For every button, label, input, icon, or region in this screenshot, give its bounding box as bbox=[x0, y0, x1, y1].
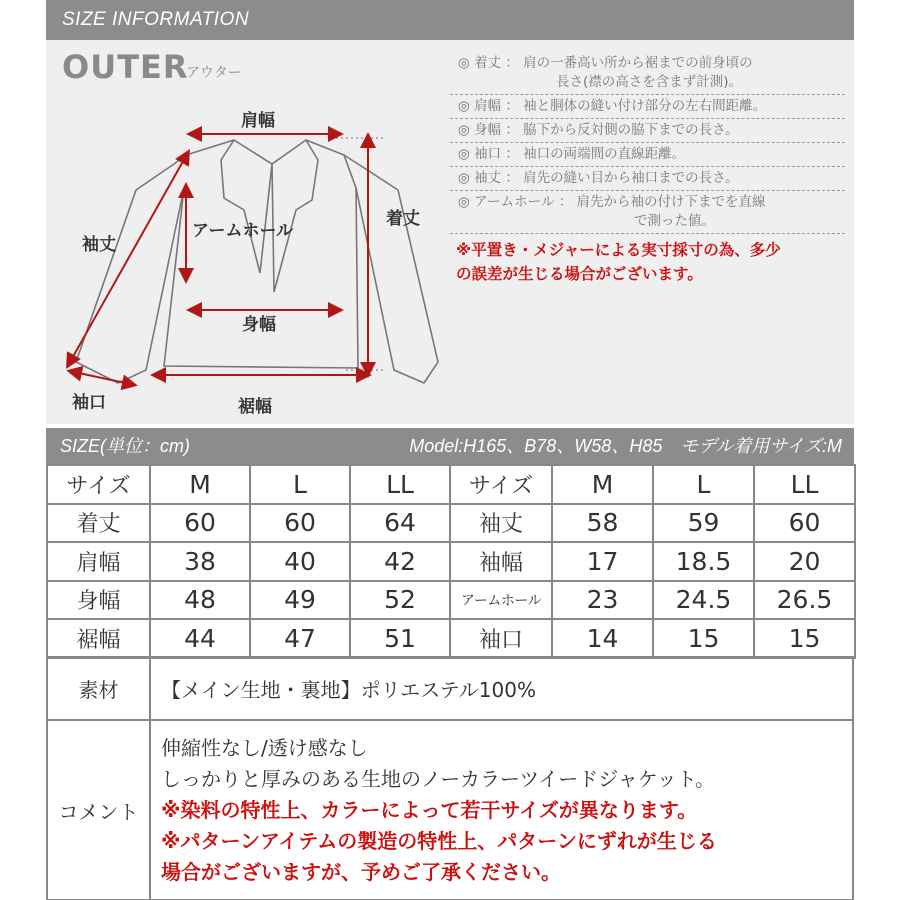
table-cell: M bbox=[150, 465, 250, 504]
table-cell: 60 bbox=[150, 504, 250, 543]
note-item: ◎ 肩幅 ： 袖と胴体の縫い付け部分の左右間距離。 bbox=[450, 95, 845, 119]
table-cell: 身幅 bbox=[47, 581, 150, 620]
outer-subtitle: アウター bbox=[186, 65, 242, 81]
table-cell: 48 bbox=[150, 581, 250, 620]
table-cell: 14 bbox=[552, 619, 653, 658]
table-cell: 47 bbox=[250, 619, 350, 658]
table-cell: L bbox=[653, 465, 754, 504]
table-cell: 15 bbox=[653, 619, 754, 658]
table-cell: 52 bbox=[350, 581, 450, 620]
table-cell: L bbox=[250, 465, 350, 504]
table-cell: 51 bbox=[350, 619, 450, 658]
table-header-row bbox=[47, 465, 855, 504]
table-cell: LL bbox=[754, 465, 855, 504]
table-cell: 64 bbox=[350, 504, 450, 543]
size-information-header bbox=[46, 0, 854, 40]
measurement-warning: ※平置き・メジャーによる実寸採寸の為、多少 の誤差が生じる場合がございます。 bbox=[456, 241, 781, 283]
comment-label: コメント bbox=[47, 720, 150, 900]
note-item: ◎ 着丈 ： 肩の一番高い所から裾までの前身頃の 長さ(襟の高さを含まず計測)。 bbox=[450, 52, 845, 95]
table-cell: 肩幅 bbox=[47, 542, 150, 581]
label-shoulder: 肩幅 bbox=[241, 111, 275, 131]
label-chest: 身幅 bbox=[242, 315, 276, 335]
size-unit-bar bbox=[46, 428, 854, 464]
note-item: ◎ アームホール ： 肩先から袖の付け下までを直線 で測った値。 bbox=[450, 191, 845, 234]
label-armhole: アームホール bbox=[192, 221, 294, 241]
comment-line: 場合がございますが、予めご了承ください。 bbox=[161, 859, 561, 884]
measurement-notes bbox=[450, 52, 845, 286]
material-row bbox=[47, 657, 853, 720]
table-cell: 59 bbox=[653, 504, 754, 543]
note-item: ◎ 袖丈 ： 肩先の縫い目から袖口までの長さ。 bbox=[450, 167, 845, 191]
table-cell: 裾幅 bbox=[47, 619, 150, 658]
table-cell: サイズ bbox=[47, 465, 150, 504]
table-row bbox=[47, 504, 855, 543]
comment-line: しっかりと厚みのある生地のノーカラーツイードジャケット。 bbox=[161, 766, 715, 791]
table-row bbox=[47, 619, 855, 658]
comment-row bbox=[47, 720, 853, 900]
jacket-diagram bbox=[46, 40, 446, 424]
comment-line: ※パターンアイテムの製造の特性上、パターンにずれが生じる bbox=[161, 828, 717, 853]
table-cell: LL bbox=[350, 465, 450, 504]
table-cell: 44 bbox=[150, 619, 250, 658]
product-info-table bbox=[46, 656, 854, 900]
table-row bbox=[47, 581, 855, 620]
table-row bbox=[47, 542, 855, 581]
table-cell: 38 bbox=[150, 542, 250, 581]
label-cuff: 袖口 bbox=[72, 393, 106, 413]
table-cell: 23 bbox=[552, 581, 653, 620]
comment-line: ※染料の特性上、カラーによって若干サイズが異なります。 bbox=[161, 797, 698, 822]
table-cell: 着丈 bbox=[47, 504, 150, 543]
header-title: SIZE INFORMATION bbox=[62, 9, 250, 30]
table-cell: 18.5 bbox=[653, 542, 754, 581]
comment-line: 伸縮性なし/透け感なし bbox=[161, 735, 368, 760]
material-value: 【メイン生地・裏地】ポリエステル100% bbox=[150, 657, 853, 720]
table-cell: 袖丈 bbox=[450, 504, 552, 543]
model-info: Model:H165、B78、W58、H85 モデル着用サイズ:M bbox=[409, 436, 842, 456]
table-cell: 24.5 bbox=[653, 581, 754, 620]
jacket-outline bbox=[76, 140, 438, 383]
table-cell: 20 bbox=[754, 542, 855, 581]
label-sleeve: 袖丈 bbox=[82, 235, 116, 255]
table-cell: 26.5 bbox=[754, 581, 855, 620]
cuff-arrow bbox=[74, 372, 130, 384]
table-cell: 60 bbox=[754, 504, 855, 543]
comment-body bbox=[150, 720, 853, 900]
table-cell: 58 bbox=[552, 504, 653, 543]
label-length: 着丈 bbox=[386, 209, 420, 229]
note-item: ◎ 身幅 ： 脇下から反対側の脇下までの長さ。 bbox=[450, 119, 845, 143]
table-cell: 60 bbox=[250, 504, 350, 543]
table-cell: 42 bbox=[350, 542, 450, 581]
material-label: 素材 bbox=[47, 657, 150, 720]
table-cell: 袖幅 bbox=[450, 542, 552, 581]
table-cell: アームホール bbox=[450, 581, 552, 620]
table-cell: 40 bbox=[250, 542, 350, 581]
table-cell: 15 bbox=[754, 619, 855, 658]
table-cell: サイズ bbox=[450, 465, 552, 504]
table-cell: 17 bbox=[552, 542, 653, 581]
size-table bbox=[46, 464, 856, 659]
label-hem: 裾幅 bbox=[238, 397, 272, 417]
table-cell: 49 bbox=[250, 581, 350, 620]
table-cell: M bbox=[552, 465, 653, 504]
note-item: ◎ 袖口 ： 袖口の両端間の直線距離。 bbox=[450, 143, 845, 167]
size-unit-label: SIZE(単位：cm) bbox=[60, 436, 190, 456]
outer-section bbox=[46, 40, 854, 424]
outer-title: OUTER bbox=[62, 48, 189, 86]
table-cell: 袖口 bbox=[450, 619, 552, 658]
